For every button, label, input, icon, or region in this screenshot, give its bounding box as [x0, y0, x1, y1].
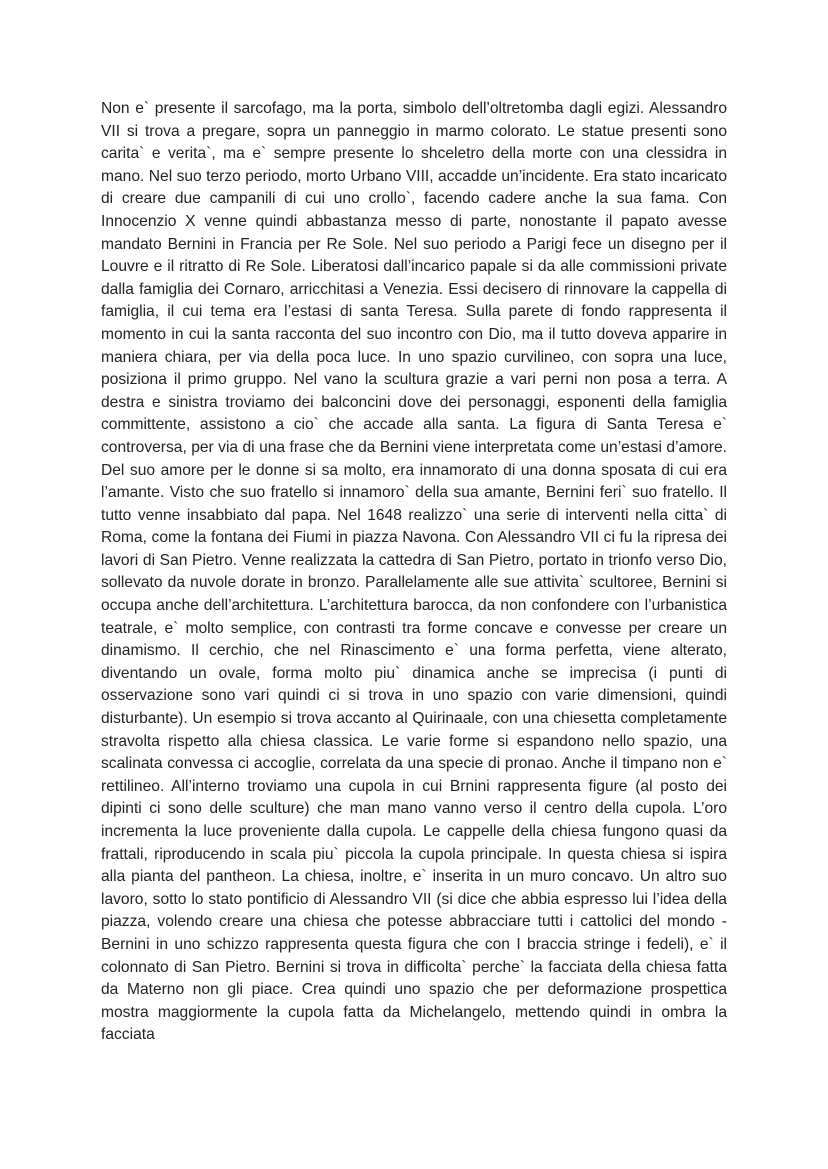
body-paragraph: Non e` presente il sarcofago, ma la porta, simbolo dell’oltretomba dagli egizi. Alessandro VII si trova a pregare, sopra un panneggio in marmo colorato. Le statue presenti sono carita` e verita`, ma e` sempre presente lo shceletro della morte con una clessidra in mano. Nel suo terzo periodo, morto Urbano VIII, accadde un’incidente. Era stato incaricato di creare due campanili di cui uno crollo`, facendo cadere anche la sua fama. Con Innocenzio X venne quindi abbastanza messo di parte, nonostante il papato avesse mandato Bernini in Francia per Re Sole. Nel suo periodo a Parigi fece un disegno per il Louvre e il ritratto di Re Sole. Liberatosi dall’incarico papale si da alle commissioni private dalla famiglia dei Cornaro, arricchitasi a Venezia. Essi decisero di rinnovare la cappella di famiglia, il cui tema era l’estasi di santa Teresa. Sulla parete di fondo rappresenta il momento in cui la santa racconta del suo incontro con Dio, ma il tutto doveva apparire in maniera chiara, per via della poca luce. In uno spazio curvilineo, con sopra una luce, posiziona il primo gruppo. Nel vano la scultura grazie a vari perni non posa a terra. A destra e sinistra troviamo dei balconcini dove dei personaggi, esponenti della famiglia committente, assistono a cio` che accade alla santa. La figura di Santa Teresa e` controversa, per via di una frase che da Bernini viene interpretata come un’estasi d’amore. Del suo amore per le donne si sa molto, era innamorato di una donna sposata di cui era l’amante. Visto che suo fratello si innamoro` della sua amante, Bernini feri` suo fratello. Il tutto venne insabbiato dal papa. Nel 1648 realizzo` una serie di interventi nella citta` di Roma, come la fontana dei Fiumi in piazza Navona. Con Alessandro VII ci fu la ripresa dei lavori di San Pietro. Venne realizzata la cattedra di San Pietro, portato in trionfo verso Dio, sollevato da nuvole dorate in bronzo. Parallelamente alle sue attivita` scultoree, Bernini si occupa anche dell’architettura. L’architettura barocca, da non confondere con l’urbanistica teatrale, e` molto semplice, con contrasti tra forme concave e convesse per creare un dinamismo. Il cerchio, che nel Rinascimento e` una forma perfetta, viene alterato, diventando un ovale, forma molto piu` dinamica anche se imprecisa (i punti di osservazione sono vari quindi ci si trova in uno spazio con varie dimensioni, quindi disturbante). Un esempio si trova accanto al Quirinaale, con una chiesetta completamente stravolta rispetto alla chiesa classica. Le varie forme si espandono nello spazio, una scalinata convessa ci accoglie, correlata da una specie di pronao. Anche il timpano non e` rettilineo. All’interno troviamo una cupola in cui Brnini rappresenta figure (al posto dei dipinti ci sono delle sculture) che man mano vanno verso il centro della cupola. L’oro incrementa la luce proveniente dalla cupola. Le cappelle della chiesa fungono quasi da frattali, riproducendo in scala piu` piccola la cupola principale. In questa chiesa si ispira alla pianta del pantheon. La chiesa, inoltre, e` inserita in un muro concavo. Un altro suo lavoro, sotto lo stato pontificio di Alessandro VII (si dice che abbia espresso lui l’idea della piazza, volendo creare una chiesa che potesse abbracciare tutti i cattolici del mondo - Bernini in uno schizzo rappresenta questa figura che con I braccia stringe i fedeli), e` il colonnato di San Pietro. Bernini si trova in difficolta` perche` la facciata della chiesa fatta da Materno non gli piace. Crea quindi uno spazio che per deformazione prospettica mostra maggiormente la cupola fatta da Michelangelo, mettendo quindi in ombra la facciata — [101, 100, 727, 1044]
